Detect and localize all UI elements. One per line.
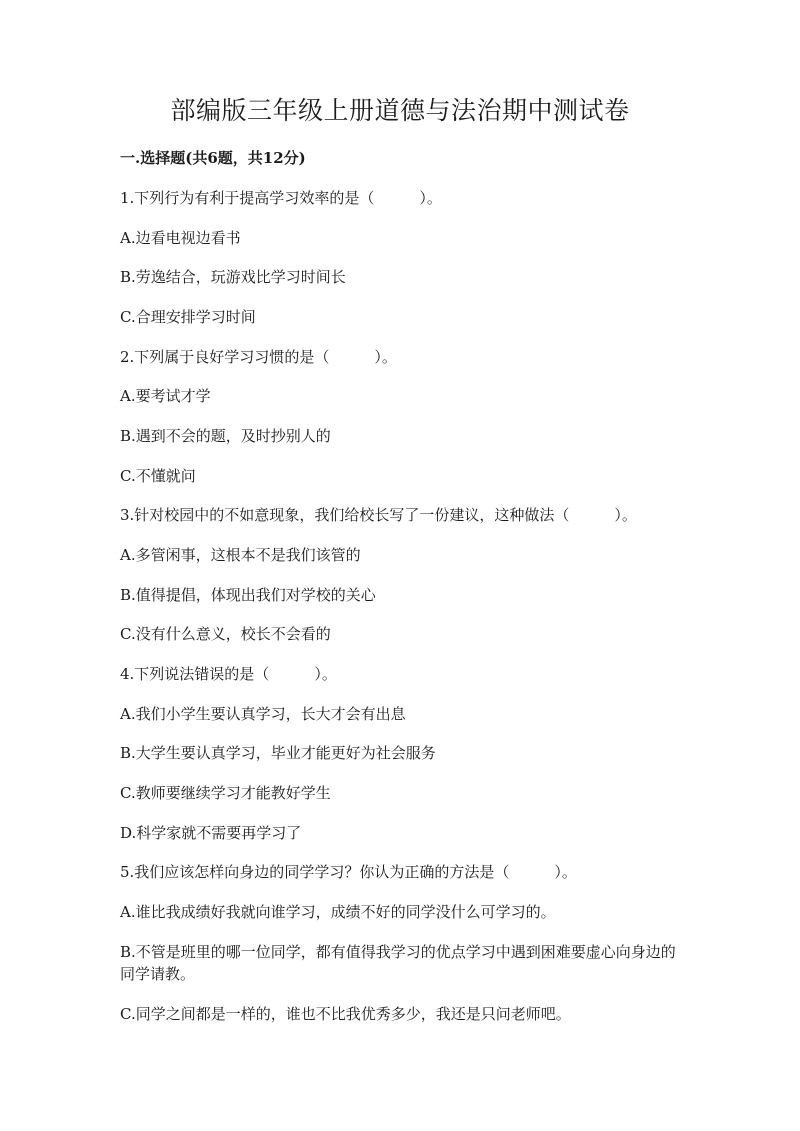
- question-4-stem: 4.下列说法错误的是（ ）。: [120, 665, 337, 683]
- question-2-option-b: B.遇到不会的题，及时抄别人的: [120, 427, 331, 445]
- question-5-option-b: B.不管是班里的哪一位同学，都有值得我学习的优点学习中遇到困难要虚心向身边的同学请教。: [120, 943, 676, 983]
- question-2-option-a: A.要考试才学: [120, 387, 211, 405]
- question-1-option-a: A.边看电视边看书: [120, 229, 241, 247]
- page-title: 部编版三年级上册道德与法治期中测试卷: [170, 96, 630, 125]
- question-1-option-c: C.合理安排学习时间: [120, 308, 256, 326]
- question-5-stem: 5.我们应该怎样向身边的同学学习？你认为正确的方法是（ ）。: [120, 863, 577, 881]
- question-2-option-c: C.不懂就问: [120, 467, 196, 485]
- question-4-option-a: A.我们小学生要认真学习，长大才会有出息: [120, 705, 406, 723]
- question-3-option-c: C.没有什么意义，校长不会看的: [120, 625, 331, 643]
- question-3-stem: 3.针对校园中的不如意现象，我们给校长写了一份建议，这种做法（ ）。: [120, 506, 637, 524]
- question-4-option-d: D.科学家就不需要再学习了: [120, 824, 302, 842]
- question-3-option-a: A.多管闲事，这根本不是我们该管的: [120, 546, 361, 564]
- question-5-option-c: C.同学之间都是一样的，谁也不比我优秀多少，我还是只问老师吧。: [120, 1005, 571, 1023]
- question-4-option-c: C.教师要继续学习才能教好学生: [120, 784, 331, 802]
- question-5-option-a: A.谁比我成绩好我就向谁学习，成绩不好的同学没什么可学习的。: [120, 903, 556, 921]
- question-4-option-b: B.大学生要认真学习，毕业才能更好为社会服务: [120, 744, 436, 762]
- section-heading: 一.选择题(共6题，共12分): [120, 149, 306, 167]
- question-1-stem: 1.下列行为有利于提高学习效率的是（ ）。: [120, 189, 442, 207]
- question-2-stem: 2.下列属于良好学习习惯的是（ ）。: [120, 348, 397, 366]
- question-1-option-b: B.劳逸结合，玩游戏比学习时间长: [120, 268, 346, 286]
- question-3-option-b: B.值得提倡，体现出我们对学校的关心: [120, 586, 376, 604]
